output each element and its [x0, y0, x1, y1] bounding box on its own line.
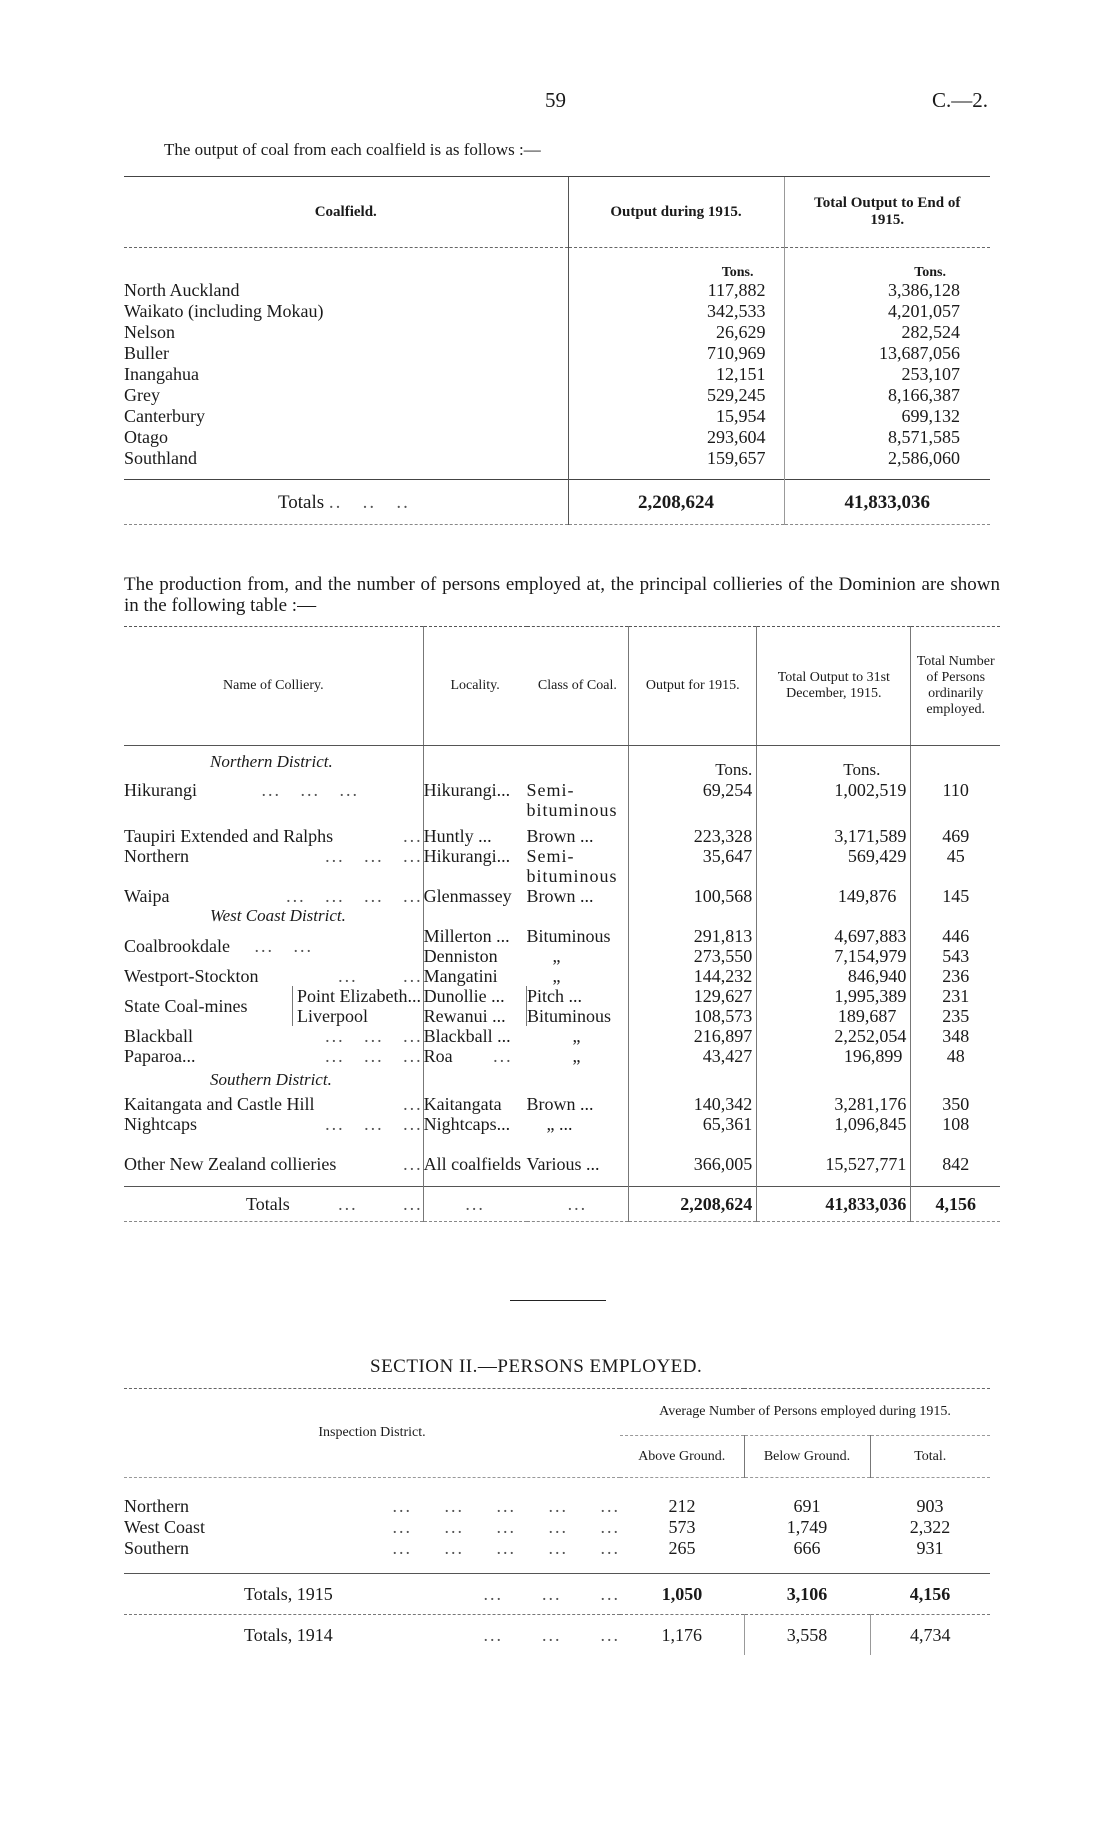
locality: Dunollie ...: [423, 986, 505, 1006]
output-unit: Tons.: [629, 746, 757, 781]
coalfield-name: North Auckland: [124, 280, 240, 300]
persons-value: 110: [911, 780, 1000, 820]
output-value: 140,342: [629, 1094, 757, 1114]
total-value: 3,386,128: [784, 280, 990, 301]
coalfield-name: Waikato (including Mokau): [124, 301, 324, 321]
total-header: Total.: [870, 1436, 990, 1478]
table-row: [124, 343, 990, 364]
document-reference: C.—2.: [932, 88, 989, 112]
total-output-header: Total Output to End of 1915.: [784, 177, 990, 248]
locality: Millerton ...: [423, 926, 510, 946]
total-value: 8,166,387: [784, 385, 990, 406]
totals-label: Totals: [278, 491, 325, 513]
section-title: SECTION II.—PERSONS EMPLOYED.: [370, 1356, 703, 1377]
totals-row: Totals ... ... ... ... 2,208,624 41,833,036 4,156: [124, 1187, 1000, 1222]
colliery-name: Hikurangi: [124, 780, 197, 800]
persons-value: 543: [942, 946, 970, 966]
coal-output-intro: The output of coal from each coalfield is as follows :—: [164, 140, 541, 159]
output-value: 273,550: [693, 946, 753, 966]
persons-header: Total Number of Persons ordinarily employed.: [911, 627, 1000, 746]
above-value: 212: [668, 1496, 696, 1516]
colliery-name: Waipa: [124, 886, 170, 906]
persons-value: 108: [911, 1114, 1000, 1134]
total-value: 282,524: [784, 322, 990, 343]
district-header: Inspection District.: [124, 1389, 620, 1478]
average-header: Average Number of Persons employed during 1915.: [620, 1389, 990, 1436]
persons-value: 842: [911, 1134, 1000, 1187]
total-value: 196,899: [757, 1046, 911, 1066]
colliery-name: State Coal-mines: [124, 996, 248, 1016]
output-value: 366,005: [629, 1134, 757, 1187]
colliery-name: Blackball: [124, 1026, 193, 1046]
totals-output: 2,208,624: [629, 1187, 757, 1222]
total-value: 903: [916, 1496, 944, 1516]
above-value: 573: [668, 1517, 696, 1537]
total-value: 8,571,585: [784, 427, 990, 448]
persons-value: 235: [942, 1006, 970, 1026]
table-row: Coalbrookdale ... ... Millerton ... Denniston Bituminous „ 291,813 273,550 4,697,883 7,154,979 446 543: [124, 926, 1000, 966]
above-ground-header: Above Ground.: [620, 1436, 744, 1478]
total-value: 149,876: [757, 886, 911, 906]
table-row: [124, 406, 990, 427]
total-value: 699,132: [784, 406, 990, 427]
table-row: [124, 448, 990, 480]
table-row: Hikurangi ... ... ... Hikurangi... Semi-bituminous 69,254 1,002,519 110: [124, 780, 1000, 820]
totals-row: Totals .. .. .. 2,208,624 41,833,036: [124, 480, 990, 525]
output-value: 144,232: [629, 966, 757, 986]
output-value: 35,647: [629, 846, 757, 886]
output-header: Output for 1915.: [629, 627, 757, 746]
class-header: Class of Coal.: [527, 627, 629, 746]
output-header: Output during 1915.: [568, 177, 784, 248]
output-value: 342,533: [568, 301, 784, 322]
output-value: 293,604: [568, 427, 784, 448]
total-output-header: Total Output to 31st December, 1915.: [757, 627, 911, 746]
colliery-name: Westport-Stockton: [124, 966, 259, 986]
table-row: [124, 364, 990, 385]
totals-persons: 4,156: [911, 1187, 1000, 1222]
locality: Glenmassey: [423, 886, 526, 906]
table-row: Westport-Stockton ... ... Mangatini „ 144,232 846,940 236: [124, 966, 1000, 986]
totals-total: 41,833,036: [757, 1187, 911, 1222]
totals-total: 4,156: [870, 1574, 990, 1615]
persons-value: 236: [911, 966, 1000, 986]
total-unit: Tons.: [784, 248, 990, 281]
total-value: 1,096,845: [757, 1114, 911, 1134]
locality: Hikurangi...: [423, 846, 526, 886]
coal-class: „ ...: [546, 1114, 573, 1134]
persons-value: 48: [911, 1046, 1000, 1066]
totals-label: Totals, 1914: [244, 1624, 333, 1645]
coal-output-table: [124, 176, 990, 525]
table-row: [124, 986, 1000, 1026]
locality: Denniston: [423, 946, 498, 966]
persons-value: 469: [911, 820, 1000, 846]
coal-class: Semi-bituminous: [526, 780, 618, 820]
page-number: 59: [545, 88, 566, 112]
coal-class: Bituminous: [526, 926, 611, 946]
totals-row: Totals, 1914 ... ... ... 1,176 3,558 4,734: [124, 1615, 990, 1656]
output-value: 710,969: [568, 343, 784, 364]
output-value: 12,151: [568, 364, 784, 385]
colliery-subname: Point Elizabeth...: [297, 986, 421, 1006]
colliery-name: Northern: [124, 846, 189, 866]
persons-value: 45: [911, 846, 1000, 886]
district-row: [124, 746, 1000, 781]
output-value: 65,361: [629, 1114, 757, 1134]
district-label: Southern District.: [210, 1070, 332, 1089]
persons-value: 145: [911, 886, 1000, 906]
coal-class: „: [572, 1026, 581, 1046]
coalfield-name: Inangahua: [124, 364, 199, 384]
locality: Blackball ...: [423, 1026, 526, 1046]
total-value: 2,322: [909, 1517, 951, 1537]
output-value: 117,882: [568, 280, 784, 301]
colliery-name: Nightcaps: [124, 1114, 197, 1134]
coalfield-header: Coalfield.: [124, 177, 568, 248]
coal-class: Semi-bituminous: [526, 846, 618, 886]
locality: Kaitangata: [423, 1094, 526, 1114]
coal-class: Brown ...: [526, 826, 594, 846]
below-value: 691: [793, 1496, 821, 1516]
table-row: [124, 427, 990, 448]
below-value: 1,749: [786, 1517, 828, 1537]
locality: Rewanui ...: [423, 1006, 506, 1026]
total-value: 1,002,519: [757, 780, 911, 820]
totals-above: 1,050: [620, 1574, 744, 1615]
below-ground-header: Below Ground.: [744, 1436, 870, 1478]
output-value: 100,568: [629, 886, 757, 906]
output-value: 529,245: [568, 385, 784, 406]
table-row: Northern ... ... ... ... ... 212 691 903: [124, 1478, 990, 1518]
locality: Nightcaps...: [423, 1114, 526, 1134]
persons-employed-table: [124, 1388, 990, 1655]
collieries-intro: The production from, and the number of persons employed at, the principal collieries of the Dominion are shown in the following table :—: [124, 574, 1000, 616]
locality: Hikurangi...: [423, 780, 526, 820]
district-row: [124, 1066, 1000, 1094]
total-value: 7,154,979: [834, 946, 907, 966]
coal-class: Various ...: [526, 1154, 600, 1174]
table-row: [124, 280, 990, 301]
persons-value: 348: [911, 1026, 1000, 1046]
persons-value: 350: [911, 1094, 1000, 1114]
total-value: 2,252,054: [757, 1026, 911, 1046]
coalfield-name: Otago: [124, 427, 168, 447]
table-row: Waipa ... ... ... ... Glenmassey Brown ... 100,568 149,876 145: [124, 886, 1000, 906]
coal-class: Brown ...: [526, 886, 594, 906]
total-value: 15,527,771: [757, 1134, 911, 1187]
district-name: Northern: [124, 1496, 189, 1516]
totals-below: 3,106: [744, 1574, 870, 1615]
output-value: 291,813: [693, 926, 753, 946]
table-row: Other New Zealand collieries ... All coalfields Various ... 366,005 15,527,771 842: [124, 1134, 1000, 1187]
locality: Roa: [423, 1046, 453, 1066]
total-unit: Tons.: [757, 746, 911, 781]
coal-class: Pitch ...: [527, 986, 583, 1006]
totals-row: Totals, 1915 ... ... ... 1,050 3,106 4,156: [124, 1574, 990, 1615]
table-row: [124, 322, 990, 343]
district-label: Northern District.: [210, 752, 333, 771]
table-row: Blackball ... ... ... Blackball ... „ 216,897 2,252,054 348: [124, 1026, 1000, 1046]
district-label: West Coast District.: [210, 906, 346, 925]
locality-header: Locality.: [423, 627, 526, 746]
locality: Huntly ...: [423, 820, 526, 846]
totals-label: Totals: [246, 1194, 290, 1214]
locality: All coalfields: [423, 1134, 526, 1187]
total-value: 189,687: [837, 1006, 897, 1026]
collieries-table: [124, 626, 1000, 1222]
total-value: 4,697,883: [834, 926, 907, 946]
total-value: 1,995,389: [834, 986, 907, 1006]
coalfield-name: Buller: [124, 343, 169, 363]
total-value: 253,107: [784, 364, 990, 385]
colliery-name: Other New Zealand collieries: [124, 1154, 337, 1174]
table-row: [124, 301, 990, 322]
locality: Mangatini: [423, 966, 526, 986]
colliery-name: Coalbrookdale: [124, 936, 230, 956]
total-value: 569,429: [757, 846, 911, 886]
district-name: Southern: [124, 1538, 189, 1558]
district-row: [124, 906, 1000, 926]
coalfield-name: Canterbury: [124, 406, 205, 426]
output-unit: Tons.: [568, 248, 784, 281]
total-value: 13,687,056: [784, 343, 990, 364]
colliery-name: Taupiri Extended and Ralphs: [124, 826, 334, 846]
colliery-subname: Liverpool: [297, 1006, 368, 1026]
coal-class: „: [552, 946, 561, 966]
table-row: West Coast ... ... ... ... ... 573 1,749 2,322: [124, 1517, 990, 1538]
coal-class: Bituminous: [527, 1006, 612, 1026]
output-value: 216,897: [629, 1026, 757, 1046]
output-value: 15,954: [568, 406, 784, 427]
totals-above: 1,176: [620, 1615, 744, 1656]
output-value: 129,627: [693, 986, 753, 1006]
totals-total: 41,833,036: [784, 480, 990, 525]
coalfield-name: Southland: [124, 448, 198, 468]
output-value: 223,328: [629, 820, 757, 846]
coal-class: „: [552, 966, 561, 986]
table-row: Kaitangata and Castle Hill ... Kaitangata Brown ... 140,342 3,281,176 350: [124, 1094, 1000, 1114]
table-row: Taupiri Extended and Ralphs ... Huntly ... Brown ... 223,328 3,171,589 469: [124, 820, 1000, 846]
total-value: 4,201,057: [784, 301, 990, 322]
output-value: 159,657: [568, 448, 784, 480]
total-value: 3,281,176: [757, 1094, 911, 1114]
coalfield-name: Nelson: [124, 322, 175, 342]
persons-value: 446: [942, 926, 970, 946]
colliery-name: Paparoa...: [124, 1046, 196, 1066]
coal-class: Brown ...: [526, 1094, 594, 1114]
output-value: 26,629: [568, 322, 784, 343]
total-value: 846,940: [757, 966, 911, 986]
output-value: 69,254: [629, 780, 757, 820]
colliery-name-header: Name of Colliery.: [124, 627, 423, 746]
total-value: 3,171,589: [757, 820, 911, 846]
total-value: 2,586,060: [784, 448, 990, 480]
persons-value: 231: [942, 986, 970, 1006]
table-row: Nightcaps ... ... ... Nightcaps... „ ... 65,361 1,096,845 108: [124, 1114, 1000, 1134]
below-value: 666: [793, 1538, 821, 1558]
colliery-name: Kaitangata and Castle Hill: [124, 1094, 315, 1114]
totals-output: 2,208,624: [568, 480, 784, 525]
section-divider: [510, 1300, 606, 1301]
table-row: Northern ... ... ... Hikurangi... Semi-bituminous 35,647 569,429 45: [124, 846, 1000, 886]
output-value: 108,573: [693, 1006, 753, 1026]
output-value: 43,427: [629, 1046, 757, 1066]
above-value: 265: [668, 1538, 696, 1558]
coal-class: „: [572, 1046, 581, 1066]
table-row: Southern ... ... ... ... ... 265 666 931: [124, 1538, 990, 1574]
table-row: Paparoa... ... ... ... Roa ... „ 43,427 196,899 48: [124, 1046, 1000, 1066]
totals-label: Totals, 1915: [244, 1583, 333, 1604]
coalfield-name: Grey: [124, 385, 160, 405]
totals-total: 4,734: [870, 1615, 990, 1656]
total-value: 931: [916, 1538, 944, 1558]
table-row: [124, 385, 990, 406]
totals-below: 3,558: [744, 1615, 870, 1656]
district-name: West Coast: [124, 1517, 206, 1537]
